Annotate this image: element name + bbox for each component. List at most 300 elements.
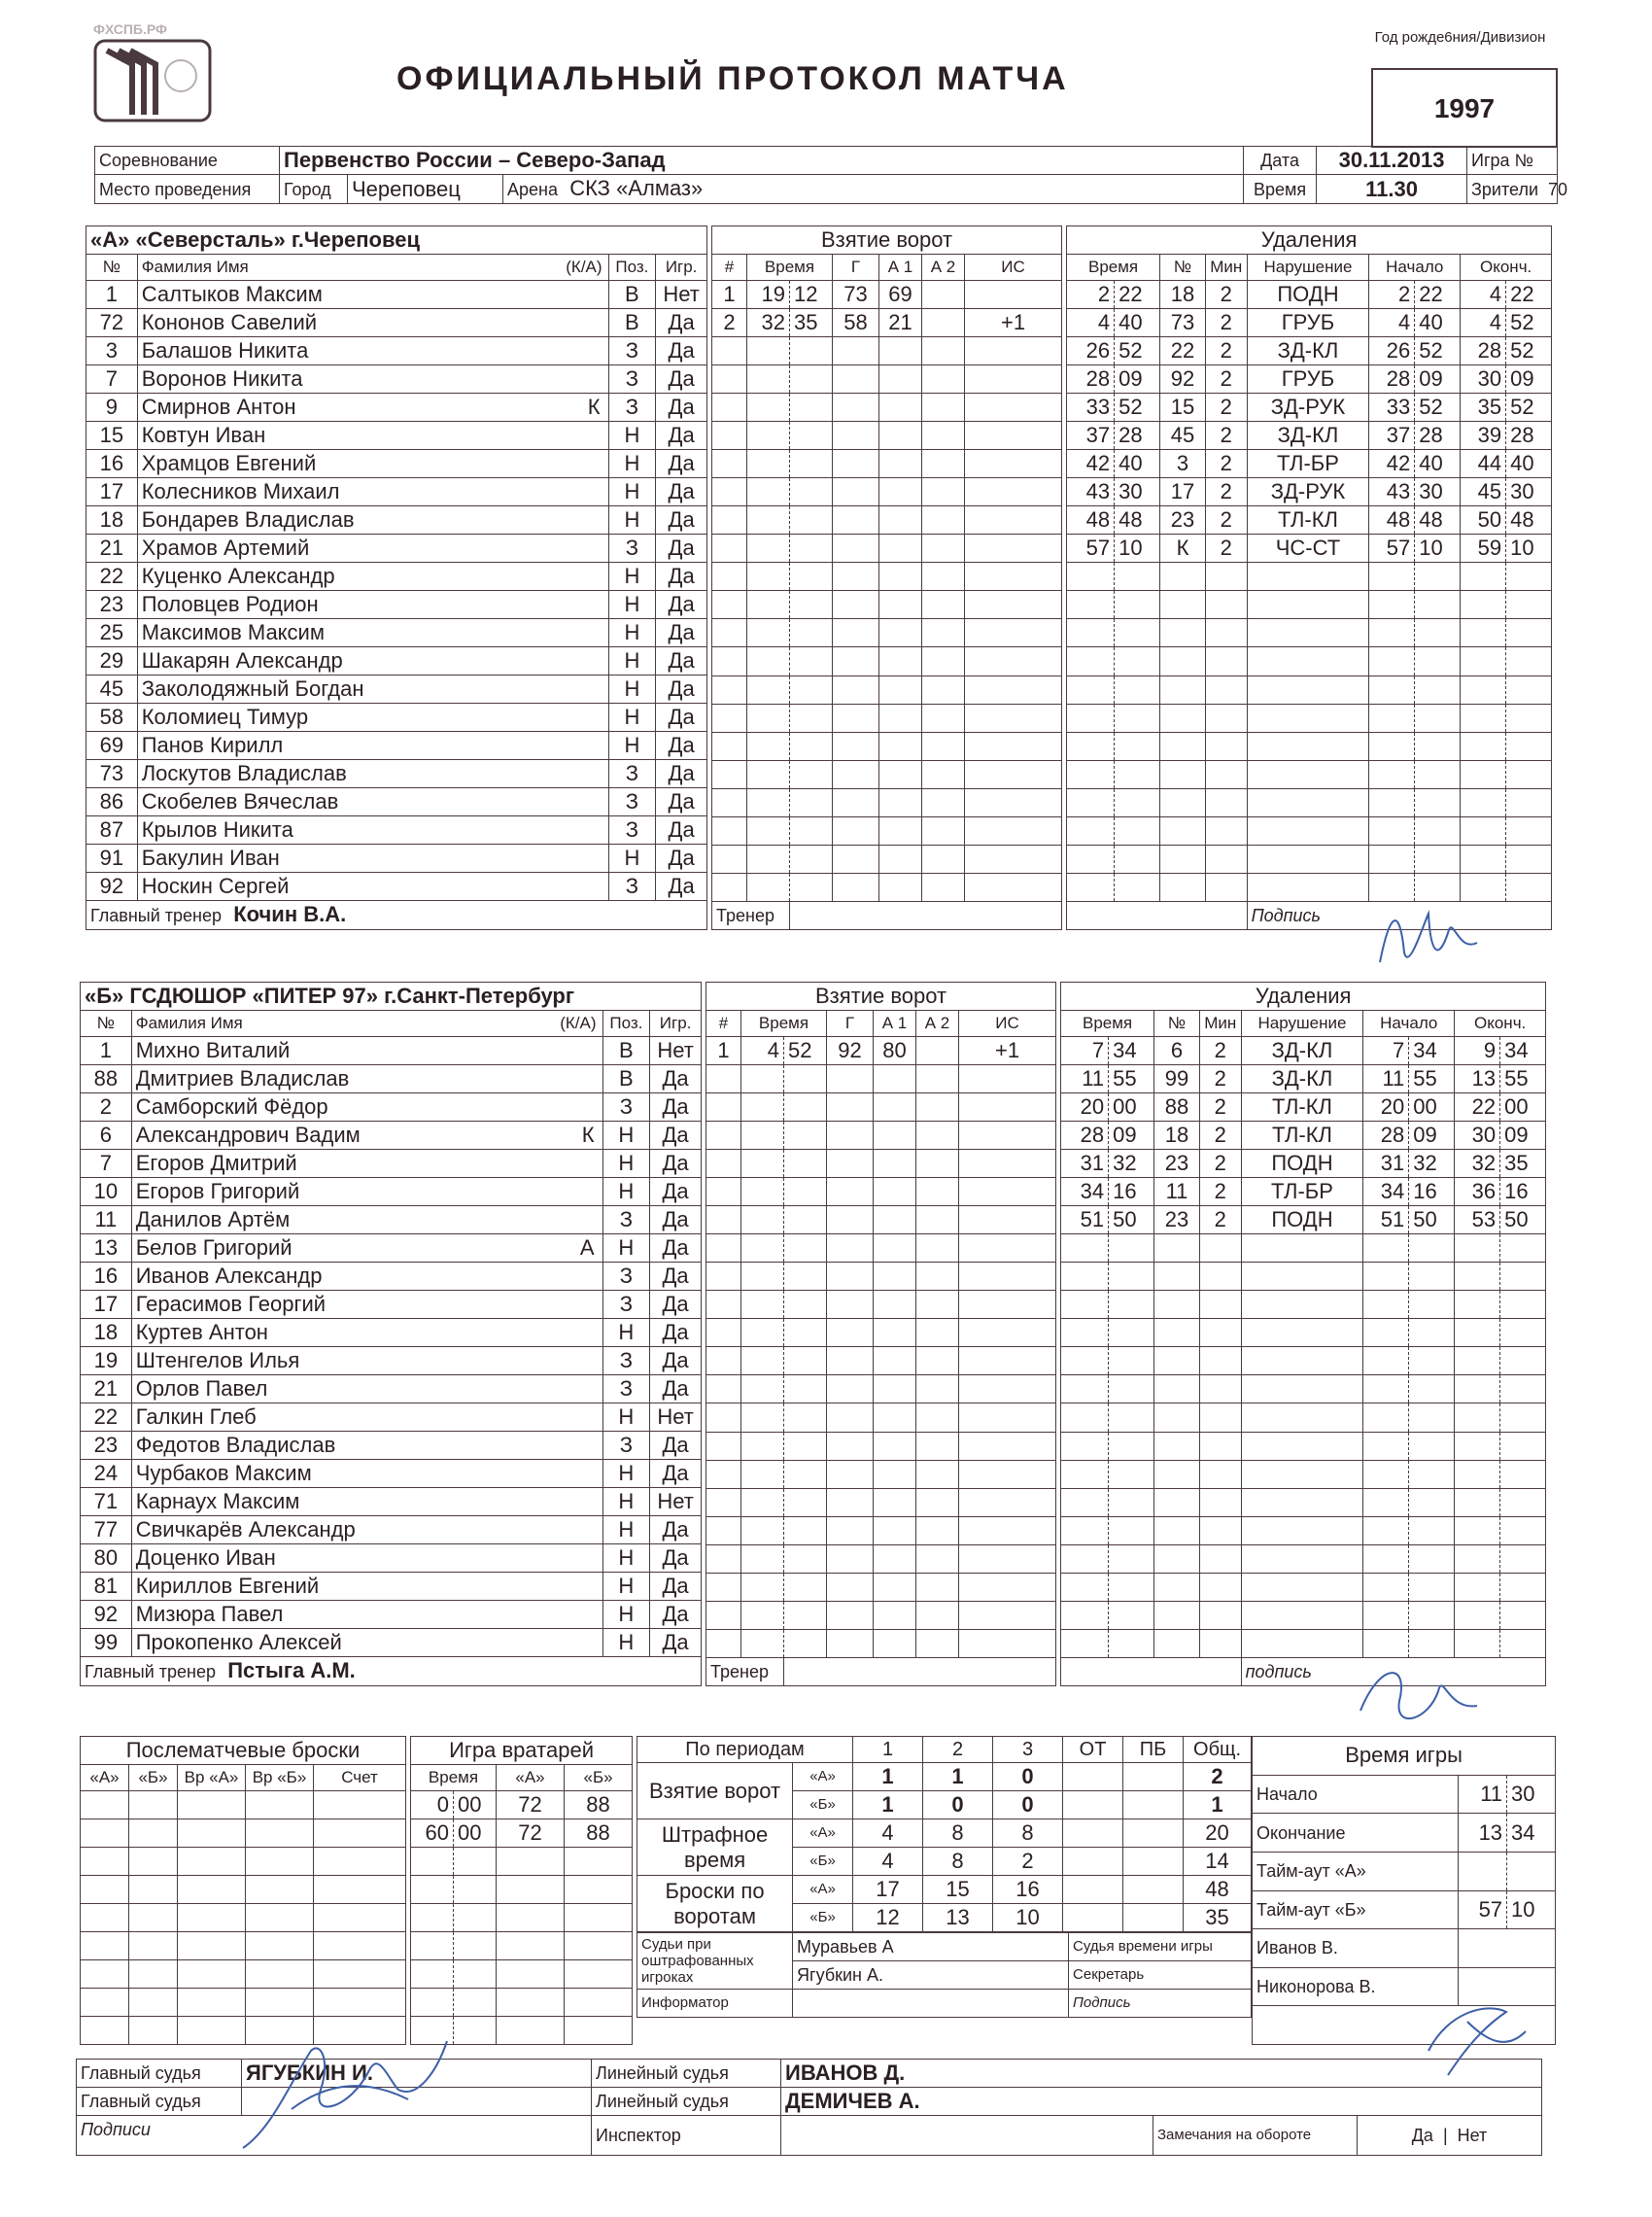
penalty-time-min [1067, 732, 1115, 760]
goalies-table [410, 1736, 633, 2045]
player-played: Да [656, 563, 707, 591]
player-row [86, 675, 707, 704]
penalty-time-min [1061, 1601, 1109, 1629]
period-value [1063, 1876, 1123, 1904]
period-value [1063, 1763, 1123, 1791]
player-name: Михно Виталий [135, 1038, 291, 1062]
penalty-end-sec: 52 [1506, 337, 1552, 365]
player-number: 73 [86, 760, 138, 788]
gametime-row [1253, 1890, 1556, 1929]
shootout-cell [246, 1791, 314, 1819]
trainer-label: Тренер [712, 901, 790, 929]
goal-time-min: 19 [747, 281, 790, 309]
inspector-label: Инспектор [592, 2116, 781, 2156]
penalty-infraction [1241, 1573, 1363, 1601]
goal-number [712, 535, 747, 563]
player-number: 6 [81, 1122, 132, 1150]
goal-time-min [747, 788, 790, 816]
goal-time-sec [790, 647, 833, 675]
goal-time-sec [784, 1093, 827, 1122]
penalty-start-min: 48 [1369, 506, 1415, 535]
player-position: В [608, 281, 656, 309]
player-role: А [579, 1235, 595, 1260]
goal-scorer [827, 1093, 874, 1122]
penalty-infraction [1247, 760, 1369, 788]
goal-number [712, 506, 747, 535]
goal-scorer [833, 591, 879, 619]
player-number: 3 [86, 337, 138, 365]
penalty-start-sec: 50 [1409, 1206, 1455, 1234]
goal-number [712, 450, 747, 478]
goal-situation [965, 535, 1062, 563]
informer-value [793, 1990, 1069, 2018]
penalty-player [1154, 1544, 1200, 1573]
penalty-minutes: 2 [1205, 281, 1247, 309]
goal-time-sec [784, 1516, 827, 1544]
penalty-end-sec [1506, 760, 1552, 788]
penalty-start-min [1363, 1573, 1409, 1601]
shootout-row [81, 1791, 406, 1819]
penalty-end-min [1461, 563, 1506, 591]
goal-row [706, 1460, 1056, 1488]
penalty-time-sec [1109, 1488, 1154, 1516]
player-position: Н [608, 619, 656, 647]
penalty-row [1061, 1291, 1546, 1319]
goal-assist-1 [874, 1319, 916, 1347]
player-played: Да [656, 506, 707, 535]
goal-time-min [747, 450, 790, 478]
player-name: Федотов Владислав [135, 1433, 336, 1457]
penalty-row [1067, 337, 1552, 365]
penalty-end-sec: 16 [1500, 1178, 1546, 1206]
shootout-cell [129, 1876, 178, 1904]
goal-assist-1 [879, 394, 922, 422]
goal-number [712, 337, 747, 365]
linesman-label-2: Линейный судья [592, 2088, 781, 2116]
timekeeper-value: Иванов В. [1253, 1929, 1459, 1968]
goal-situation [959, 1347, 1056, 1375]
player-played: Да [650, 1544, 702, 1573]
penalty-end-sec [1500, 1375, 1546, 1403]
penalty-minutes [1199, 1544, 1241, 1573]
period-value: 1 [923, 1763, 993, 1791]
player-name: Мизюра Павел [135, 1602, 284, 1626]
player-played: Да [650, 1573, 702, 1601]
period-team: «Б» [793, 1791, 853, 1819]
penalty-end-min [1455, 1544, 1500, 1573]
penalty-player [1154, 1403, 1200, 1432]
goal-scorer [827, 1206, 874, 1234]
label: Главный тренер [85, 1662, 216, 1681]
informer-label: Информатор [637, 1990, 793, 2018]
player-name-cell [131, 1122, 602, 1150]
player-number: 13 [81, 1234, 132, 1263]
goal-time-sec [790, 619, 833, 647]
shootout-cell [314, 1932, 406, 1960]
goal-number [706, 1629, 741, 1657]
penalty-end-sec: 28 [1506, 422, 1552, 450]
penalty-end-min [1461, 675, 1506, 704]
penalty-minutes [1199, 1460, 1241, 1488]
period-value: 10 [993, 1904, 1063, 1932]
penalty-minutes [1199, 1263, 1241, 1291]
goal-time-min [741, 1234, 784, 1263]
goal-assist-2 [922, 647, 965, 675]
goal-situation [965, 478, 1062, 506]
player-name: Носкин Сергей [141, 874, 290, 898]
gametime-title: Время игры [1253, 1737, 1556, 1776]
player-position: Н [608, 563, 656, 591]
penalty-end-sec [1506, 788, 1552, 816]
player-number: 72 [86, 309, 138, 337]
goal-number [712, 704, 747, 732]
goalie-b [565, 1989, 633, 2017]
goal-assist-1 [879, 365, 922, 394]
gametime-value-min [1459, 1852, 1507, 1890]
summary-section [80, 1736, 1556, 2045]
player-name-cell [137, 309, 608, 337]
penalty-start-sec: 52 [1415, 394, 1461, 422]
penalty-time-min [1061, 1432, 1109, 1460]
goal-number [706, 1065, 741, 1093]
player-position: З [608, 816, 656, 845]
goal-scorer: 58 [833, 309, 879, 337]
penalty-box-label: Судьи при оштрафованных игроках [637, 1933, 793, 1990]
period-team: «Б» [793, 1904, 853, 1932]
penalty-start-sec [1415, 591, 1461, 619]
player-row [81, 1601, 702, 1629]
goal-assist-1 [874, 1629, 916, 1657]
penalty-start-sec [1415, 647, 1461, 675]
penalty-start-min [1363, 1234, 1409, 1263]
player-name-cell [131, 1065, 602, 1093]
penalty-end-min [1455, 1601, 1500, 1629]
penalty-start-min [1369, 845, 1415, 873]
period-row [637, 1763, 1252, 1791]
penalty-minutes [1199, 1347, 1241, 1375]
gametime-value-min: 11 [1459, 1775, 1507, 1814]
period-value: 4 [853, 1848, 923, 1876]
penalty-end-min [1455, 1347, 1500, 1375]
label: Оконч. [1455, 1011, 1546, 1037]
goalie-a [497, 1932, 565, 1960]
goal-row [712, 675, 1062, 704]
period-value: 0 [923, 1791, 993, 1819]
label: подпись [1241, 1657, 1546, 1685]
goalie-a [497, 2017, 565, 2045]
penalty-time-sec: 22 [1115, 281, 1160, 309]
penalty-time-sec [1109, 1516, 1154, 1544]
penalty-minutes [1205, 732, 1247, 760]
label: Игр. [650, 1011, 702, 1037]
goal-time-sec [784, 1488, 827, 1516]
goal-situation [965, 337, 1062, 365]
player-row [81, 1516, 702, 1544]
goal-time-min [747, 337, 790, 365]
penalty-end-min [1461, 647, 1506, 675]
team-a-title: «А» «Северсталь» г.Череповец [86, 226, 707, 255]
penalty-start-min [1369, 647, 1415, 675]
goal-time-min [741, 1516, 784, 1544]
penalty-end-sec [1500, 1403, 1546, 1432]
gametime-value-sec: 30 [1507, 1775, 1556, 1814]
player-name: Галкин Глеб [135, 1404, 257, 1429]
player-position: Н [602, 1178, 650, 1206]
period-value: 48 [1184, 1876, 1252, 1904]
penalty-player: 6 [1154, 1037, 1200, 1065]
penalty-player [1154, 1375, 1200, 1403]
goal-assist-1 [874, 1460, 916, 1488]
goal-situation [965, 563, 1062, 591]
goal-scorer [827, 1150, 874, 1178]
competition-label: Соревнование [95, 147, 280, 175]
penalty-row [1061, 1573, 1546, 1601]
goalie-b [565, 1904, 633, 1932]
signature-officials [1419, 1992, 1535, 2080]
goal-assist-1 [874, 1573, 916, 1601]
goal-assist-2 [916, 1065, 959, 1093]
penalty-player: 88 [1154, 1093, 1200, 1122]
label: Нарушение [1247, 255, 1369, 281]
penalty-infraction: ЗД-КЛ [1241, 1037, 1363, 1065]
penalty-time-min: 43 [1067, 478, 1115, 506]
goal-assist-1 [874, 1065, 916, 1093]
penalty-row [1067, 732, 1552, 760]
goal-time-min [747, 591, 790, 619]
label: ИС [965, 255, 1062, 281]
penalty-end-sec: 09 [1500, 1122, 1546, 1150]
penalty-start-min: 31 [1363, 1150, 1409, 1178]
penalty-end-sec [1500, 1263, 1546, 1291]
goal-row [706, 1234, 1056, 1263]
penalty-player [1160, 647, 1206, 675]
player-position: Н [602, 1544, 650, 1573]
player-name: Дмитриев Владислав [135, 1066, 350, 1091]
goal-assist-2 [916, 1488, 959, 1516]
spectators-label: Зрители [1471, 179, 1538, 199]
goal-assist-1 [879, 816, 922, 845]
player-position: З [608, 535, 656, 563]
goal-scorer [827, 1516, 874, 1544]
goal-row [712, 816, 1062, 845]
player-played: Да [650, 1093, 702, 1122]
player-row [81, 1037, 702, 1065]
goal-time-min [741, 1093, 784, 1122]
goal-time-min [747, 535, 790, 563]
shootout-cell [314, 1819, 406, 1848]
goal-time-min [747, 619, 790, 647]
penalty-infraction: ПОДН [1241, 1150, 1363, 1178]
goalie-time-min: 60 [411, 1819, 454, 1848]
goal-row [706, 1178, 1056, 1206]
penalty-time-sec [1109, 1403, 1154, 1432]
goal-assist-2 [916, 1432, 959, 1460]
player-position: В [602, 1037, 650, 1065]
player-row [86, 704, 707, 732]
shootout-cell [178, 1960, 246, 1989]
player-number: 99 [81, 1629, 132, 1657]
goalie-b [565, 1960, 633, 1989]
penalty-time-sec: 55 [1109, 1065, 1154, 1093]
label: № [81, 1011, 132, 1037]
goal-scorer [827, 1347, 874, 1375]
game-no-label: Игра № [1467, 147, 1558, 175]
goal-situation [965, 873, 1062, 901]
goal-scorer [833, 647, 879, 675]
goalie-time-sec [454, 2017, 497, 2045]
penalty-end-min: 44 [1461, 450, 1506, 478]
penalty-player: 18 [1154, 1122, 1200, 1150]
penalty-infraction: ТЛ-БР [1247, 450, 1369, 478]
goal-scorer [827, 1291, 874, 1319]
goal-assist-2 [922, 675, 965, 704]
linesman-1: ИВАНОВ Д. [781, 2060, 1542, 2088]
penalty-row [1067, 845, 1552, 873]
goal-time-sec [784, 1122, 827, 1150]
penalty-start-min: 37 [1369, 422, 1415, 450]
penalty-end-sec: 52 [1506, 309, 1552, 337]
year-value: 1997 [1433, 93, 1496, 123]
player-name-cell [137, 365, 608, 394]
penalty-end-sec [1500, 1516, 1546, 1544]
goal-row [712, 591, 1062, 619]
penalty-minutes: 2 [1199, 1065, 1241, 1093]
penalty-time-sec [1115, 704, 1160, 732]
shootout-cell [129, 1904, 178, 1932]
player-number: 24 [81, 1460, 132, 1488]
penalty-infraction [1247, 563, 1369, 591]
penalty-start-min: 2 [1369, 281, 1415, 309]
shootout-row [81, 1819, 406, 1848]
player-name-cell [137, 675, 608, 704]
penalty-player [1160, 675, 1206, 704]
player-name: Александрович Вадим [135, 1123, 361, 1147]
player-name-cell [137, 704, 608, 732]
penalty-end-min [1461, 591, 1506, 619]
penalty-player: 11 [1154, 1178, 1200, 1206]
label: ПБ [1123, 1737, 1184, 1763]
penalty-row [1067, 704, 1552, 732]
player-played: Да [650, 1263, 702, 1291]
player-name: Данилов Артём [135, 1207, 291, 1231]
player-number: 11 [81, 1206, 132, 1234]
penalty-end-sec [1500, 1601, 1546, 1629]
penalty-row [1067, 478, 1552, 506]
period-value: 0 [993, 1791, 1063, 1819]
penalty-infraction [1241, 1403, 1363, 1432]
goal-assist-1 [874, 1150, 916, 1178]
penalty-end-min [1461, 788, 1506, 816]
goal-row [712, 788, 1062, 816]
period-value: 8 [923, 1848, 993, 1876]
period-value: 8 [923, 1819, 993, 1848]
penalty-time-sec: 09 [1109, 1122, 1154, 1150]
col-name [137, 255, 608, 281]
shootout-cell [81, 1848, 129, 1876]
penalty-start-sec [1415, 816, 1461, 845]
player-position: Н [608, 422, 656, 450]
goalie-a: 72 [497, 1791, 565, 1819]
goal-scorer [827, 1544, 874, 1573]
goal-row [706, 1544, 1056, 1573]
player-played: Да [656, 704, 707, 732]
shootout-cell [314, 1960, 406, 1989]
penalty-time-sec [1115, 591, 1160, 619]
player-row [81, 1403, 702, 1432]
penalty-minutes [1205, 704, 1247, 732]
goal-assist-1 [879, 535, 922, 563]
goalie-a: 72 [497, 1819, 565, 1848]
goalie-row [411, 1819, 633, 1848]
player-row [81, 1178, 702, 1206]
goal-assist-1 [879, 845, 922, 873]
goal-row [712, 506, 1062, 535]
shootout-cell [129, 2017, 178, 2045]
shootout-cell [246, 1932, 314, 1960]
penalty-player: 45 [1160, 422, 1206, 450]
penalty-time-min [1061, 1263, 1109, 1291]
penalty-end-sec: 00 [1500, 1093, 1546, 1122]
goal-situation [959, 1516, 1056, 1544]
penalty-minutes [1205, 816, 1247, 845]
penalty-infraction: ПОДН [1247, 281, 1369, 309]
player-position: Н [602, 1629, 650, 1657]
penalty-time-sec [1109, 1234, 1154, 1263]
player-name-cell [137, 647, 608, 675]
penalty-end-min [1455, 1234, 1500, 1263]
penalty-player: 23 [1154, 1206, 1200, 1234]
player-name: Кириллов Евгений [135, 1574, 320, 1598]
arena-value: СКЗ «Алмаз» [569, 176, 704, 200]
goal-row [706, 1629, 1056, 1657]
player-number: 18 [81, 1319, 132, 1347]
penalty-time-sec [1109, 1319, 1154, 1347]
penalty-end-min: 45 [1461, 478, 1506, 506]
goal-assist-1 [874, 1601, 916, 1629]
goal-time-min [741, 1206, 784, 1234]
label: «Б» [565, 1765, 633, 1791]
penalty-start-min [1369, 619, 1415, 647]
goal-time-min [747, 506, 790, 535]
gametime-row [1253, 1775, 1556, 1814]
goal-row [706, 1347, 1056, 1375]
period-team: «А» [793, 1876, 853, 1904]
penalty-player: К [1160, 535, 1206, 563]
penalty-start-min: 11 [1363, 1065, 1409, 1093]
player-row [86, 788, 707, 816]
penalty-infraction [1241, 1432, 1363, 1460]
goal-situation [965, 647, 1062, 675]
penalty-start-min [1369, 563, 1415, 591]
player-name: Куртев Антон [135, 1320, 268, 1344]
goal-row [712, 450, 1062, 478]
player-number: 17 [86, 478, 138, 506]
penalty-infraction [1241, 1629, 1363, 1657]
player-number: 15 [86, 422, 138, 450]
penalty-start-min [1363, 1403, 1409, 1432]
penalty-row [1061, 1460, 1546, 1488]
goal-row [712, 337, 1062, 365]
label: А 1 [879, 255, 922, 281]
goal-assist-1 [879, 732, 922, 760]
player-name-cell [137, 788, 608, 816]
penalty-end-min [1455, 1516, 1500, 1544]
penalty-box-judge-1: Муравьев А [793, 1933, 1069, 1961]
player-position: Н [608, 675, 656, 704]
shootout-col: Вр «Б» [246, 1765, 314, 1791]
penalty-time-min [1061, 1234, 1109, 1263]
penalty-start-min: 28 [1369, 365, 1415, 394]
